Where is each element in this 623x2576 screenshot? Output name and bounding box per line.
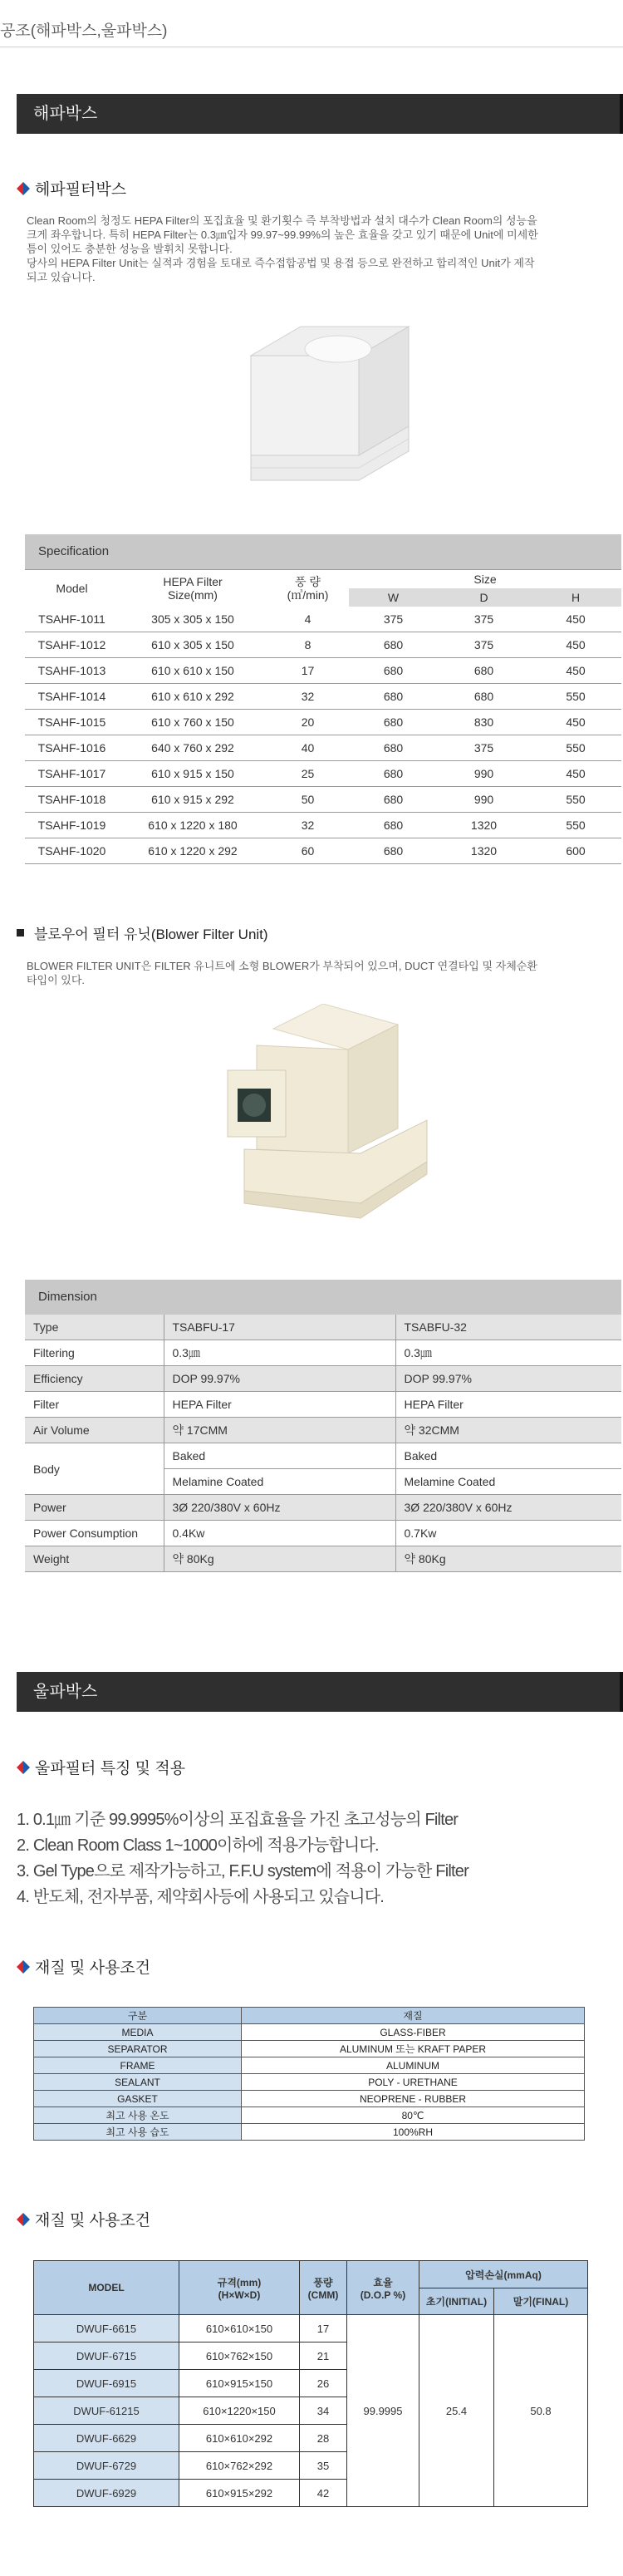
- table-cell: 610 x 1220 x 180: [119, 813, 267, 838]
- row-label: Filtering: [25, 1340, 164, 1366]
- row-label: Power: [25, 1495, 164, 1521]
- table-cell: 8: [267, 632, 349, 658]
- air-cell: 35: [300, 2452, 347, 2480]
- value-a: 0.4Kw: [164, 1521, 395, 1546]
- material-col-material: 재질: [242, 2008, 585, 2024]
- table-cell: 640 x 760 x 292: [119, 735, 267, 761]
- table-cell: 20: [267, 710, 349, 735]
- row-label: Filter: [25, 1392, 164, 1418]
- ulpa-spec-table: [33, 2260, 588, 2507]
- table-cell: TSAHF-1020: [25, 838, 119, 864]
- diamond-bullet-icon: [17, 1761, 30, 1774]
- row-label: Air Volume: [25, 1418, 164, 1443]
- table-cell: 680: [438, 684, 530, 710]
- value-a: 약 17CMM: [164, 1418, 395, 1443]
- section-bar-ulpa: [17, 1672, 623, 1712]
- table-cell: 1320: [438, 813, 530, 838]
- model-cell: DWUF-6915: [34, 2370, 179, 2397]
- heading-material: [17, 1955, 150, 1978]
- model-cell: DWUF-6715: [34, 2342, 179, 2370]
- heading-hepa-box-text: 헤파필터박스: [35, 181, 127, 199]
- table-cell: 680: [349, 710, 438, 735]
- table-cell: TSAHF-1019: [25, 813, 119, 838]
- value-b: Baked: [395, 1443, 621, 1469]
- value-a: 3Ø 220/380V x 60Hz: [164, 1495, 395, 1521]
- table-cell: 680: [349, 684, 438, 710]
- table-cell: 610 x 915 x 292: [119, 787, 267, 813]
- diamond-bullet-icon: [17, 2213, 30, 2226]
- hepa-box-description: [27, 214, 608, 284]
- row-label: Weight: [25, 1546, 164, 1572]
- size-cell: 610×762×150: [179, 2342, 300, 2370]
- value-b: 3Ø 220/380V x 60Hz: [395, 1495, 621, 1521]
- table-row: [25, 1315, 621, 1340]
- air-cell: 28: [300, 2425, 347, 2452]
- value-b: Melamine Coated: [395, 1469, 621, 1495]
- ulpa-col-initial: 초기(INITIAL): [419, 2288, 494, 2315]
- blower-unit-image: [194, 1004, 439, 1246]
- model-cell: DWUF-6729: [34, 2452, 179, 2480]
- table-cell: 450: [530, 632, 621, 658]
- spec-col-size: Size: [473, 573, 497, 586]
- table-cell: 25: [267, 761, 349, 787]
- table-cell: 680: [349, 658, 438, 684]
- table-cell: 600: [530, 838, 621, 864]
- spec-col-h: H: [530, 588, 621, 607]
- table-row: [25, 658, 621, 684]
- table-cell: 990: [438, 761, 530, 787]
- value-a: HEPA Filter: [164, 1392, 395, 1418]
- blower-description: [27, 959, 608, 987]
- model-cell: DWUF-6629: [34, 2425, 179, 2452]
- table-row: [25, 1521, 621, 1546]
- dimension-caption-text: Dimension: [38, 1290, 97, 1304]
- value-a: 0.3㎛: [164, 1340, 395, 1366]
- heading-ulpa-table-text: 재질 및 사용조건: [35, 2212, 151, 2229]
- desc-line: 크게 좌우합니다. 특히 HEPA Filter는 0.3㎛입자 99.97~99.99%의 높은 효율을 갖고 있기 때문에 Unit에 미세한: [27, 229, 538, 241]
- table-cell: 990: [438, 787, 530, 813]
- ulpa-col-final: 말기(FINAL): [494, 2288, 588, 2315]
- list-item: 4. 반도체, 전자부품, 제약회사등에 사용되고 있습니다.: [17, 1888, 385, 1906]
- diamond-bullet-icon: [17, 1960, 30, 1974]
- value-b: 0.3㎛: [395, 1340, 621, 1366]
- table-row: [34, 2107, 585, 2124]
- table-cell: 830: [438, 710, 530, 735]
- dimension-caption: [25, 1280, 621, 1315]
- row-label: Power Consumption: [25, 1521, 164, 1546]
- table-cell: 450: [530, 710, 621, 735]
- table-cell: 450: [530, 761, 621, 787]
- desc-line: 타입이 있다.: [27, 974, 86, 986]
- spec-col-d: D: [438, 588, 530, 607]
- table-row: [25, 632, 621, 658]
- value-a: DOP 99.97%: [164, 1366, 395, 1392]
- spec-table: [25, 569, 621, 864]
- table-cell: TSAHF-1012: [25, 632, 119, 658]
- table-row: [25, 1443, 621, 1469]
- diamond-bullet-icon: [17, 182, 30, 195]
- table-cell: 60: [267, 838, 349, 864]
- table-row: [34, 2315, 588, 2342]
- desc-line: 당사의 HEPA Filter Unit는 실적과 경험을 토대로 즉수접합공법 및 용접 등으로 완전하고 합리적인 Unit가 제작: [27, 257, 535, 269]
- size-cell: 610×915×292: [179, 2480, 300, 2507]
- table-cell: 680: [349, 813, 438, 838]
- ulpa-feature-list: [17, 1807, 468, 1910]
- material-category: MEDIA: [34, 2024, 242, 2041]
- spec-caption: [25, 534, 621, 569]
- air-cell: 34: [300, 2397, 347, 2425]
- table-row: [25, 1392, 621, 1418]
- table-row: [25, 684, 621, 710]
- ulpa-col-model: MODEL: [34, 2261, 179, 2315]
- table-row: [25, 1495, 621, 1521]
- table-cell: TSAHF-1011: [25, 607, 119, 632]
- material-table: [33, 2007, 585, 2141]
- table-cell: 450: [530, 607, 621, 632]
- material-value: ALUMINUM: [242, 2057, 585, 2074]
- list-item: 2. Clean Room Class 1~1000이하에 적용가능합니다.: [17, 1836, 379, 1855]
- section-title-hepa: 해파박스: [33, 105, 98, 123]
- dimension-table: [25, 1315, 621, 1572]
- section-bar-hepa: [17, 94, 623, 134]
- air-cell: 42: [300, 2480, 347, 2507]
- table-row: [34, 2074, 585, 2091]
- material-value: 80℃: [242, 2107, 585, 2124]
- value-b: 약 32CMM: [395, 1418, 621, 1443]
- efficiency-cell: 99.9995: [347, 2315, 419, 2507]
- table-cell: 680: [349, 838, 438, 864]
- table-row: [34, 2041, 585, 2057]
- ulpa-col-eff: 효율 (D.O.P %): [347, 2261, 419, 2315]
- table-cell: 375: [349, 607, 438, 632]
- square-bullet-icon: [17, 929, 24, 937]
- table-cell: 32: [267, 813, 349, 838]
- table-cell: TSAHF-1014: [25, 684, 119, 710]
- table-row: [34, 2091, 585, 2107]
- air-cell: 17: [300, 2315, 347, 2342]
- value-b: HEPA Filter: [395, 1392, 621, 1418]
- value-b: 0.7Kw: [395, 1521, 621, 1546]
- material-category: SEALANT: [34, 2074, 242, 2091]
- material-category: GASKET: [34, 2091, 242, 2107]
- model-cell: DWUF-6615: [34, 2315, 179, 2342]
- desc-line: BLOWER FILTER UNIT은 FILTER 유니트에 소형 BLOWER가 부착되어 있으며, DUCT 연결타입 및 자체순환: [27, 960, 537, 972]
- table-cell: 610 x 1220 x 292: [119, 838, 267, 864]
- table-cell: TSAHF-1017: [25, 761, 119, 787]
- spec-col-model: Model: [56, 582, 88, 595]
- size-cell: 610×762×292: [179, 2452, 300, 2480]
- ulpa-col-air: 풍량 (CMM): [300, 2261, 347, 2315]
- value-b: 약 80Kg: [395, 1546, 621, 1572]
- table-row: [25, 735, 621, 761]
- table-cell: 50: [267, 787, 349, 813]
- material-category: FRAME: [34, 2057, 242, 2074]
- air-cell: 21: [300, 2342, 347, 2370]
- table-cell: TSAHF-1015: [25, 710, 119, 735]
- table-row: [34, 2024, 585, 2041]
- table-cell: TSAHF-1013: [25, 658, 119, 684]
- table-cell: 680: [349, 735, 438, 761]
- table-cell: 610 x 610 x 150: [119, 658, 267, 684]
- heading-ulpa-features: [17, 1756, 185, 1778]
- size-cell: 610×610×292: [179, 2425, 300, 2452]
- heading-blower: [17, 922, 268, 943]
- table-cell: 450: [530, 658, 621, 684]
- table-cell: 610 x 915 x 150: [119, 761, 267, 787]
- table-cell: 680: [349, 761, 438, 787]
- material-category: 최고 사용 습도: [34, 2124, 242, 2141]
- table-row: [25, 813, 621, 838]
- heading-ulpa-table: [17, 2208, 150, 2230]
- table-cell: 375: [438, 632, 530, 658]
- table-cell: 610 x 760 x 150: [119, 710, 267, 735]
- material-value: GLASS-FIBER: [242, 2024, 585, 2041]
- value-a: 약 80Kg: [164, 1546, 395, 1572]
- table-cell: 550: [530, 813, 621, 838]
- size-cell: 610×610×150: [179, 2315, 300, 2342]
- table-cell: 40: [267, 735, 349, 761]
- material-value: NEOPRENE - RUBBER: [242, 2091, 585, 2107]
- table-row: [25, 1340, 621, 1366]
- heading-ulpa-features-text: 울파필터 특징 및 적용: [35, 1760, 186, 1777]
- desc-line: 틈이 있어도 충분한 성능을 발휘치 못합니다.: [27, 243, 233, 255]
- value-b: TSABFU-32: [395, 1315, 621, 1340]
- table-cell: 375: [438, 607, 530, 632]
- list-item: 1. 0.1㎛ 기준 99.9995%이상의 포집효율을 가진 초고성능의 Filter: [17, 1811, 459, 1829]
- model-cell: DWUF-6929: [34, 2480, 179, 2507]
- table-row: [34, 2057, 585, 2074]
- list-item: 3. Gel Type으로 제작가능하고, F.F.U system에 적용이 가능한 Filter: [17, 1862, 468, 1880]
- row-label: Type: [25, 1315, 164, 1340]
- table-row: [34, 2124, 585, 2141]
- air-cell: 26: [300, 2370, 347, 2397]
- table-cell: 550: [530, 787, 621, 813]
- heading-hepa-box: [17, 177, 126, 199]
- model-cell: DWUF-61215: [34, 2397, 179, 2425]
- table-row: [25, 1366, 621, 1392]
- table-cell: 610 x 610 x 292: [119, 684, 267, 710]
- size-cell: 610×915×150: [179, 2370, 300, 2397]
- table-row: [25, 761, 621, 787]
- table-cell: 375: [438, 735, 530, 761]
- table-row: [25, 607, 621, 632]
- table-cell: TSAHF-1016: [25, 735, 119, 761]
- table-cell: TSAHF-1018: [25, 787, 119, 813]
- spec-col-w: W: [349, 588, 438, 607]
- desc-line: 되고 있습니다.: [27, 271, 96, 283]
- table-cell: 680: [349, 787, 438, 813]
- initial-cell: 25.4: [419, 2315, 494, 2507]
- table-cell: 1320: [438, 838, 530, 864]
- material-category: 최고 사용 온도: [34, 2107, 242, 2124]
- table-row: [25, 838, 621, 864]
- table-cell: 4: [267, 607, 349, 632]
- heading-blower-text: 블로우어 필터 유닛(Blower Filter Unit): [34, 927, 268, 942]
- section-title-ulpa: 울파박스: [33, 1683, 98, 1701]
- size-cell: 610×1220×150: [179, 2397, 300, 2425]
- spec-caption-text: Specification: [38, 544, 110, 558]
- material-value: 100%RH: [242, 2124, 585, 2141]
- material-col-category: 구분: [34, 2008, 242, 2024]
- final-cell: 50.8: [494, 2315, 588, 2507]
- material-value: POLY - URETHANE: [242, 2074, 585, 2091]
- table-row: [25, 710, 621, 735]
- ulpa-col-pd: 압력손실(mmAq): [419, 2261, 588, 2288]
- value-a: Melamine Coated: [164, 1469, 395, 1495]
- spec-col-hepa: HEPA Filter Size(mm): [163, 575, 223, 602]
- page-title: 공조(해파박스,울파박스): [0, 22, 168, 40]
- table-cell: 550: [530, 684, 621, 710]
- value-a: TSABFU-17: [164, 1315, 395, 1340]
- ulpa-col-size: 규격(mm) (H×W×D): [179, 2261, 300, 2315]
- row-label: Efficiency: [25, 1366, 164, 1392]
- value-b: DOP 99.97%: [395, 1366, 621, 1392]
- table-cell: 610 x 305 x 150: [119, 632, 267, 658]
- heading-material-text: 재질 및 사용조건: [35, 1959, 151, 1977]
- table-cell: 305 x 305 x 150: [119, 607, 267, 632]
- table-cell: 32: [267, 684, 349, 710]
- row-label: Body: [25, 1443, 164, 1495]
- spec-col-air: 풍 량 (㎥/min): [287, 575, 329, 602]
- material-value: ALUMINUM 또는 KRAFT PAPER: [242, 2041, 585, 2057]
- table-cell: 680: [349, 632, 438, 658]
- table-row: [25, 1418, 621, 1443]
- value-a: Baked: [164, 1443, 395, 1469]
- hepa-box-image: [234, 314, 429, 509]
- table-row: [25, 1546, 621, 1572]
- table-row: [25, 787, 621, 813]
- desc-line: Clean Room의 청정도 HEPA Filter의 포집효율 및 환기횟수 즉 부착방법과 설치 대수가 Clean Room의 성능을: [27, 214, 537, 227]
- table-cell: 17: [267, 658, 349, 684]
- material-category: SEPARATOR: [34, 2041, 242, 2057]
- table-cell: 680: [438, 658, 530, 684]
- table-cell: 550: [530, 735, 621, 761]
